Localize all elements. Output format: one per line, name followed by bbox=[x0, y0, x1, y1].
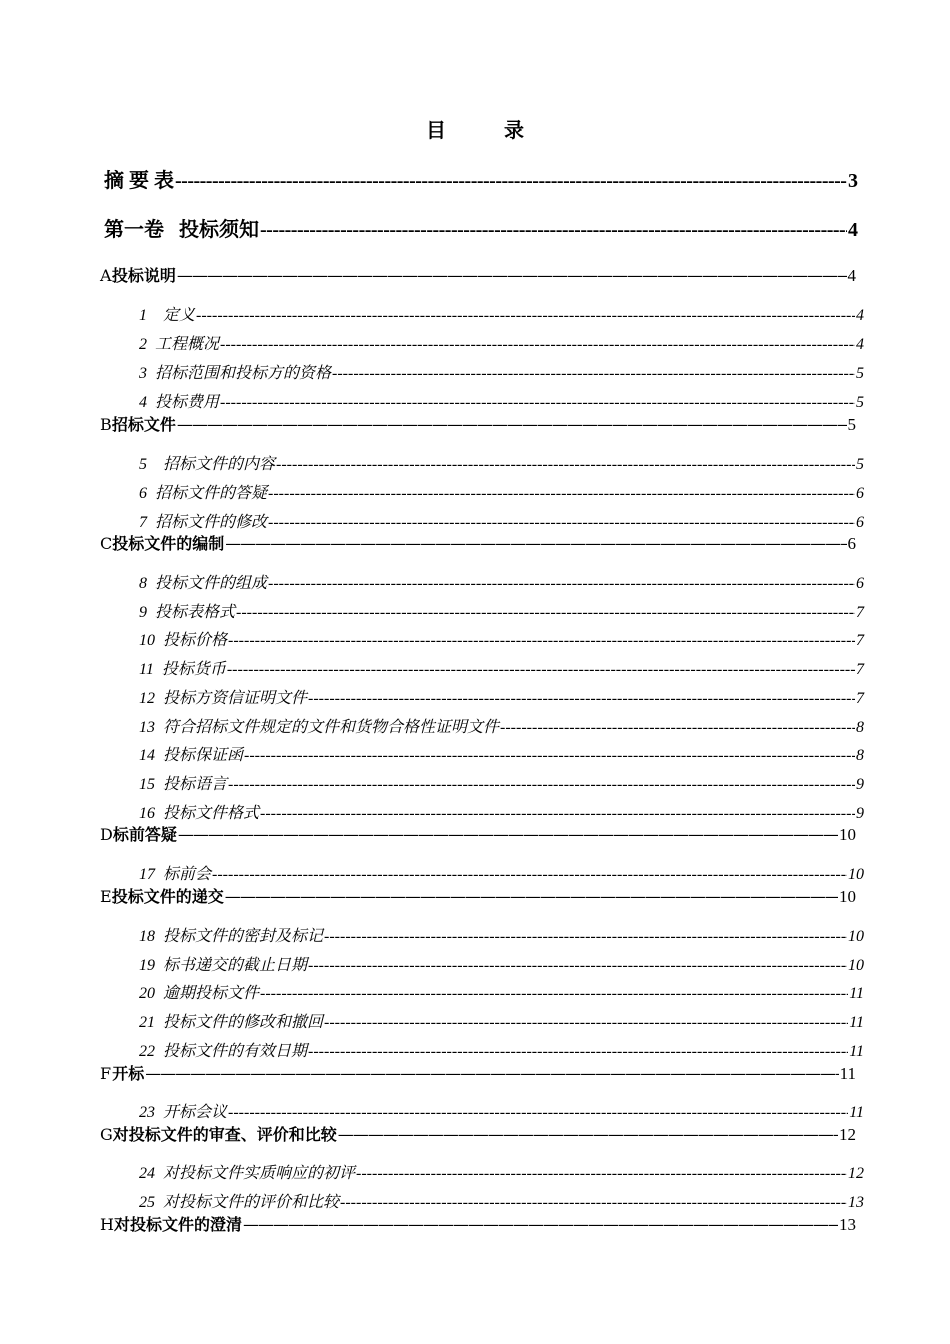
toc-page-number: 10 bbox=[848, 957, 864, 974]
dot-leader bbox=[260, 985, 848, 1003]
toc-page-number: 11 bbox=[849, 985, 864, 1002]
toc-item-16[interactable] bbox=[139, 800, 864, 823]
item-title: 投标文件的组成 bbox=[155, 575, 268, 592]
section-title: 对投标文件的审查、评价和比较 bbox=[112, 1125, 337, 1144]
item-number: 2 bbox=[139, 336, 147, 353]
toc-item-1[interactable] bbox=[139, 302, 864, 325]
item-number: 16 bbox=[139, 805, 155, 822]
item-title: 标前会 bbox=[163, 866, 212, 883]
item-title: 对投标文件的评价和比较 bbox=[163, 1194, 340, 1211]
toc-item-24[interactable] bbox=[139, 1160, 864, 1183]
item-number: 22 bbox=[139, 1043, 155, 1060]
item-number: 15 bbox=[139, 776, 155, 793]
item-number: 25 bbox=[139, 1194, 155, 1211]
toc-item-14[interactable] bbox=[139, 742, 864, 765]
section-title: 投标说明 bbox=[111, 266, 176, 285]
toc-page-number: 7 bbox=[856, 661, 864, 678]
toc-item-11[interactable] bbox=[139, 656, 864, 679]
toc-item-6[interactable] bbox=[139, 480, 864, 503]
item-number: 20 bbox=[139, 985, 155, 1002]
toc-page-number: 5 bbox=[856, 394, 864, 411]
dot-leader bbox=[228, 1104, 848, 1122]
item-title: 投标文件的密封及标记 bbox=[163, 928, 324, 945]
line-leader bbox=[225, 534, 846, 553]
line-leader bbox=[243, 1215, 838, 1234]
toc-title: 目 录 bbox=[426, 118, 524, 142]
item-number: 17 bbox=[139, 866, 155, 883]
toc-item-8[interactable] bbox=[139, 570, 864, 593]
section-letter: G bbox=[100, 1125, 113, 1144]
section-letter: D bbox=[100, 825, 113, 844]
line-leader bbox=[177, 415, 847, 434]
section-title: 招标文件 bbox=[111, 415, 176, 434]
item-title: 定义 bbox=[155, 307, 196, 324]
toc-item-3[interactable] bbox=[139, 360, 864, 383]
toc-item-12[interactable] bbox=[139, 685, 864, 708]
toc-page-number: 6 bbox=[847, 534, 856, 553]
item-title: 投标语言 bbox=[163, 776, 228, 793]
dot-leader bbox=[212, 866, 847, 884]
dot-leader bbox=[260, 805, 855, 823]
item-title: 投标费用 bbox=[155, 394, 220, 411]
toc-page-number: 10 bbox=[848, 866, 864, 883]
toc-section-c[interactable] bbox=[100, 531, 856, 554]
item-number: 14 bbox=[139, 747, 155, 764]
toc-item-22[interactable] bbox=[139, 1038, 864, 1061]
toc-item-17[interactable] bbox=[139, 861, 864, 884]
item-number: 18 bbox=[139, 928, 155, 945]
item-title: 招标文件的答疑 bbox=[155, 485, 268, 502]
toc-page-number: 5 bbox=[847, 415, 856, 434]
item-number: 19 bbox=[139, 957, 155, 974]
toc-page-number: 5 bbox=[856, 365, 864, 382]
section-title: 投标文件的编制 bbox=[112, 534, 225, 553]
toc-item-9[interactable] bbox=[139, 599, 864, 622]
dot-leader bbox=[308, 1043, 848, 1061]
item-number: 13 bbox=[139, 719, 155, 736]
dot-leader bbox=[324, 1014, 848, 1032]
toc-page-number: 11 bbox=[849, 1104, 864, 1121]
toc-page-number: 11 bbox=[849, 1043, 864, 1060]
dot-leader bbox=[220, 336, 855, 354]
item-number: 10 bbox=[139, 632, 155, 649]
toc-page-number: 13 bbox=[848, 1194, 864, 1211]
toc-section-d[interactable] bbox=[100, 822, 856, 845]
toc-page-number: 10 bbox=[839, 887, 856, 906]
item-title: 工程概况 bbox=[155, 336, 220, 353]
item-title: 标书递交的截止日期 bbox=[163, 957, 308, 974]
item-number: 21 bbox=[139, 1014, 155, 1031]
toc-page-number: 6 bbox=[856, 485, 864, 502]
item-title: 投标表格式 bbox=[155, 604, 236, 621]
dot-leader bbox=[268, 514, 855, 532]
toc-page-number: 7 bbox=[856, 632, 864, 649]
toc-section-f[interactable] bbox=[100, 1061, 856, 1084]
toc-item-10[interactable] bbox=[139, 627, 864, 650]
toc-section-b[interactable] bbox=[100, 412, 856, 435]
item-number: 8 bbox=[139, 575, 147, 592]
dot-leader bbox=[228, 632, 855, 650]
section-letter: F bbox=[100, 1064, 112, 1083]
item-title: 投标价格 bbox=[163, 632, 228, 649]
dot-leader bbox=[268, 485, 855, 503]
item-number: 12 bbox=[139, 690, 155, 707]
item-title: 投标文件格式 bbox=[163, 805, 260, 822]
toc-page-number: 12 bbox=[848, 1165, 864, 1182]
dot-leader bbox=[276, 456, 855, 474]
toc-page-number: 6 bbox=[856, 514, 864, 531]
toc-item-19[interactable] bbox=[139, 952, 864, 975]
item-number: 23 bbox=[139, 1104, 155, 1121]
line-leader bbox=[145, 1064, 838, 1083]
line-leader bbox=[178, 825, 838, 844]
dot-leader bbox=[268, 575, 855, 593]
item-title: 投标文件的有效日期 bbox=[163, 1043, 308, 1060]
item-title: 招标文件的修改 bbox=[155, 514, 268, 531]
item-number: 4 bbox=[139, 394, 147, 411]
toc-page-number: 12 bbox=[839, 1125, 856, 1144]
toc-page-number: 3 bbox=[848, 170, 858, 192]
toc-page-number: 8 bbox=[856, 719, 864, 736]
item-number: 3 bbox=[139, 365, 147, 382]
toc-page-number: 7 bbox=[856, 604, 864, 621]
toc-entry-volume-1[interactable] bbox=[104, 213, 858, 242]
toc-page-number: 11 bbox=[839, 1064, 856, 1083]
section-title: 投标文件的递交 bbox=[111, 887, 224, 906]
toc-page-number: 13 bbox=[839, 1215, 856, 1234]
toc-page-number: 4 bbox=[847, 266, 856, 285]
item-title: 逾期投标文件 bbox=[163, 985, 260, 1002]
toc-page-number: 10 bbox=[848, 928, 864, 945]
item-number: 24 bbox=[139, 1165, 155, 1182]
item-number: 9 bbox=[139, 604, 147, 621]
dot-leader bbox=[324, 928, 847, 946]
dot-leader bbox=[308, 957, 847, 975]
toc-page-number: 4 bbox=[856, 336, 864, 353]
item-number: 1 bbox=[139, 307, 147, 324]
line-leader bbox=[225, 887, 838, 906]
line-leader bbox=[338, 1125, 838, 1144]
toc-page-number: 9 bbox=[856, 805, 864, 822]
toc-page-number: 9 bbox=[856, 776, 864, 793]
toc-item-18[interactable] bbox=[139, 923, 864, 946]
item-title: 投标方资信证明文件 bbox=[163, 690, 308, 707]
section-letter: E bbox=[100, 887, 112, 906]
section-title: 标前答疑 bbox=[112, 825, 177, 844]
toc-entry-text: 摘 要 表 bbox=[104, 170, 174, 192]
toc-entry-summary[interactable] bbox=[104, 164, 858, 193]
dot-leader bbox=[228, 776, 855, 794]
item-title: 招标范围和投标方的资格 bbox=[155, 365, 332, 382]
toc-item-21[interactable] bbox=[139, 1009, 864, 1032]
toc-page-number: 6 bbox=[856, 575, 864, 592]
section-letter: B bbox=[100, 415, 112, 434]
toc-item-25[interactable] bbox=[139, 1189, 864, 1212]
toc-item-23[interactable] bbox=[139, 1099, 864, 1122]
item-title: 符合招标文件规定的文件和货物合格性证明文件 bbox=[163, 719, 500, 736]
item-title: 招标文件的内容 bbox=[155, 456, 276, 473]
dot-leader bbox=[220, 394, 855, 412]
item-number: 5 bbox=[139, 456, 147, 473]
dot-leader bbox=[332, 365, 855, 383]
dot-leader bbox=[175, 170, 847, 193]
section-title: 开标 bbox=[112, 1064, 145, 1083]
toc-section-g[interactable] bbox=[100, 1122, 856, 1145]
dot-leader bbox=[260, 219, 847, 242]
item-title: 对投标文件实质响应的初评 bbox=[163, 1165, 356, 1182]
toc-page-number: 8 bbox=[856, 747, 864, 764]
toc-item-13[interactable] bbox=[139, 714, 864, 737]
dot-leader bbox=[196, 307, 855, 325]
toc-item-2[interactable] bbox=[139, 331, 864, 354]
dot-leader bbox=[244, 747, 855, 765]
item-title: 投标货币 bbox=[161, 661, 226, 678]
toc-page-number: 11 bbox=[849, 1014, 864, 1031]
section-title: 对投标文件的澄清 bbox=[113, 1215, 242, 1234]
toc-item-4[interactable] bbox=[139, 389, 864, 412]
dot-leader bbox=[236, 604, 855, 622]
toc-item-15[interactable] bbox=[139, 771, 864, 794]
toc-page-number: 10 bbox=[839, 825, 856, 844]
toc-item-5[interactable] bbox=[139, 451, 864, 474]
toc-page-number: 5 bbox=[856, 456, 864, 473]
dot-leader bbox=[500, 719, 855, 737]
item-number: 6 bbox=[139, 485, 147, 502]
toc-section-h[interactable] bbox=[100, 1212, 856, 1235]
item-number: 11 bbox=[139, 661, 154, 678]
line-leader bbox=[177, 266, 847, 285]
toc-section-a[interactable] bbox=[100, 263, 856, 286]
toc-section-e[interactable] bbox=[100, 884, 856, 907]
dot-leader bbox=[227, 661, 855, 679]
item-title: 开标会议 bbox=[163, 1104, 228, 1121]
section-letter: A bbox=[100, 266, 112, 285]
section-letter: C bbox=[100, 534, 113, 553]
toc-page-number: 7 bbox=[856, 690, 864, 707]
toc-page-number: 4 bbox=[856, 307, 864, 324]
item-title: 投标保证函 bbox=[163, 747, 244, 764]
dot-leader bbox=[340, 1194, 847, 1212]
item-title: 投标文件的修改和撤回 bbox=[163, 1014, 324, 1031]
toc-page-number: 4 bbox=[848, 219, 858, 241]
section-letter: H bbox=[100, 1215, 114, 1234]
dot-leader bbox=[308, 690, 855, 708]
toc-item-20[interactable] bbox=[139, 980, 864, 1003]
toc-item-7[interactable] bbox=[139, 509, 864, 532]
toc-entry-text: 第一卷 投标须知 bbox=[104, 219, 259, 241]
dot-leader bbox=[356, 1165, 847, 1183]
item-number: 7 bbox=[139, 514, 147, 531]
